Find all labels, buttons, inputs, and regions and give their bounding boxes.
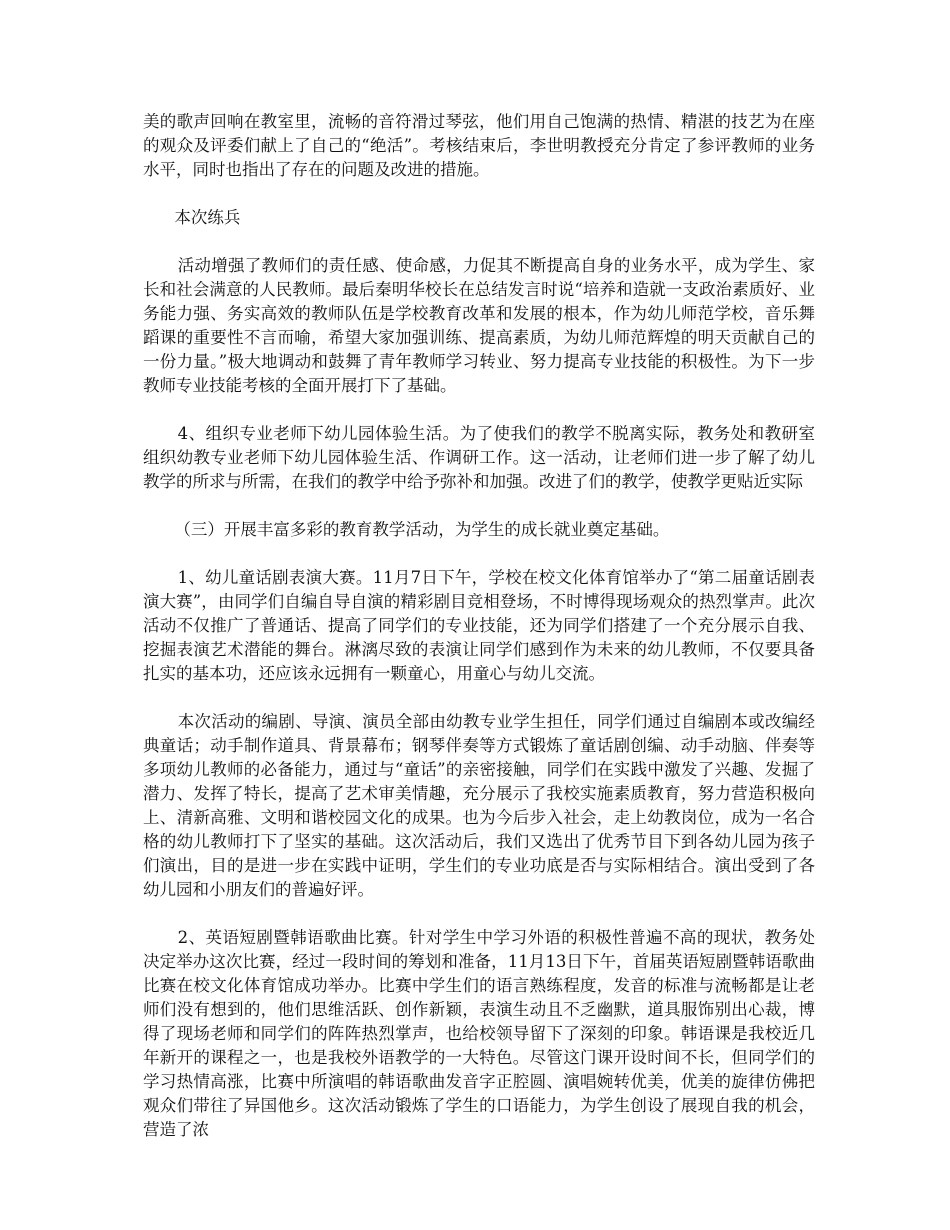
document-body (143, 110, 815, 1166)
paragraph-fairy-tale-contest: 1、幼儿童话剧表演大赛。11月7日下午，学校在校文化体育馆举办了“第二届童话剧表演大赛”，由同学们自编自导自演的精彩剧目竞相登场，不时博得现场观众的热烈掌声。此次活动不仅推广了普通话、提高了同学们的专业技能，还为同学们搭建了一个充分展示自我、挖掘表演艺术潜能的舞台。淋漓尽致的表演让同学们感到作为未来的幼儿教师，不仅要具备扎实的基本功，还应该永远拥有一颗童心，用童心与幼儿交流。 (143, 568, 815, 683)
paragraph-drill-heading: 本次练兵 (174, 208, 241, 227)
section-heading-activities: （三）开展丰富多彩的教育教学活动，为学生的成长就业奠定基础。 (174, 520, 670, 539)
paragraph-teacher-performance: 美的歌声回响在教室里，流畅的音符滑过琴弦，他们用自己饱满的热情、精湛的技艺为在座的观众及评委们献上了自己的“绝活”。考核结束后，李世明教授充分肯定了参评教师的业务水平，同时也指出了存在的问题及改进的措施。 (143, 112, 815, 179)
paragraph-english-korean-contest: 2、英语短剧暨韩语歌曲比赛。针对学生中学习外语的积极性普遍不高的现状，教务处决定举办这次比赛，经过一段时间的筹划和准备，11月13日下午，首届英语短剧暨韩语歌曲比赛在校文化体育馆成功举办。比赛中学生们的语言熟练程度，发音的标准与流畅都是让老师们没有想到的，他们思维活跃、创作新颖，表演生动且不乏幽默，道具服饰别出心裁，博得了现场老师和同学们的阵阵热烈掌声，也给校领导留下了深刻的印象。韩语课是我校近几年新开的课程之一，也是我校外语教学的一大特色。尽管这门课开设时间不长，但同学们的学习热情高涨，比赛中所演唱的韩语歌曲发音字正腔圆、演唱婉转优美，优美的旋律仿佛把观众们带往了异国他乡。这次活动锻炼了学生的口语能力，为学生创设了展现自我的机会，营造了浓 (143, 928, 815, 1139)
paragraph-kindergarten-experience: 4、组织专业老师下幼儿园体验生活。为了使我们的教学不脱离实际，教务处和教研室组织幼教专业老师下幼儿园体验生活、作调研工作。这一活动，让老师们进一步了解了幼儿教学的所求与所需，在我们的教学中给予弥补和加强。改进了们的教学，使教学更贴近实际 (143, 424, 815, 491)
paragraph-drill-result: 活动增强了教师们的责任感、使命感，力促其不断提高自身的业务水平，成为学生、家长和社会满意的人民教师。最后秦明华校长在总结发言时说“培养和造就一支政治素质好、业务能力强、务实高效的教师队伍是学校教育改革和发展的根本，作为幼儿师范学校，音乐舞蹈课的重要性不言而喻，希望大家加强训练、提高素质，为幼儿师范辉煌的明天贡献自己的一份力量。”极大地调动和鼓舞了青年教师学习转业、努力提高专业技能的积极性。为下一步教师专业技能考核的全面开展打下了基础。 (143, 256, 815, 395)
paragraph-contest-details: 本次活动的编剧、导演、演员全部由幼教专业学生担任，同学们通过自编剧本或改编经典童话；动手制作道具、背景幕布；钢琴伴奏等方式锻炼了童话剧创编、动手动脑、伴奏等多项幼儿教师的必备能力，通过与“童话”的亲密接触，同学们在实践中激发了兴趣、发掘了潜力、发挥了特长，提高了艺术审美情趣，充分展示了我校实施素质教育，努力营造积极向上、清新高雅、文明和谐校园文化的成果。也为今后步入社会，走上幼教岗位，成为一名合格的幼儿教师打下了坚实的基础。这次活动后，我们又选出了优秀节目下到各幼儿园为孩子们演出，目的是进一步在实践中证明，学生们的专业功底是否与实际相结合。演出受到了各幼儿园和小朋友们的普遍好评。 (143, 712, 815, 899)
